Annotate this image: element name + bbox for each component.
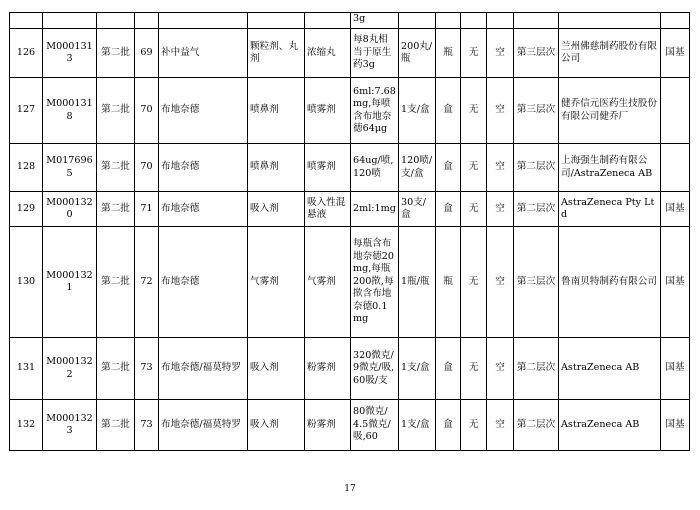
cell-specification: 80微克/4.5微克/吸,60 <box>351 400 399 451</box>
cell-tier: 第三层次 <box>514 78 559 144</box>
table-row <box>10 144 690 192</box>
table-row <box>10 78 690 144</box>
cell-drug-code: M0001322 <box>43 338 97 400</box>
cell-row-number: 127 <box>10 78 43 144</box>
cell-flag: 无 <box>461 400 487 451</box>
cell-group-number: 73 <box>135 338 159 400</box>
cell-unit: 盒 <box>436 400 461 451</box>
cell-spec: 3g <box>351 13 399 29</box>
cell-catalog-type: 国基 <box>661 400 690 451</box>
table-row <box>10 192 690 227</box>
cell-row-number: 131 <box>10 338 43 400</box>
cell-specification: 2ml:1mg <box>351 192 399 227</box>
cell-drug-name: 布地奈德 <box>159 78 248 144</box>
cell-group-number: 70 <box>135 144 159 192</box>
cell-empty <box>661 13 690 29</box>
cell-dosage-form: 颗粒剂、丸剂 <box>248 29 305 78</box>
cell-unit: 瓶 <box>436 29 461 78</box>
cell-package: 1瓶/瓶 <box>399 227 436 338</box>
cell-group-number: 71 <box>135 192 159 227</box>
cell-catalog-type: 国基 <box>661 192 690 227</box>
cell-unit: 盒 <box>436 144 461 192</box>
cell-formulation: 粉雾剂 <box>305 338 351 400</box>
cell-catalog-type <box>661 78 690 144</box>
cell-flag: 无 <box>461 192 487 227</box>
cell-group-number: 73 <box>135 400 159 451</box>
cell-tier: 第二层次 <box>514 144 559 192</box>
table-row <box>10 29 690 78</box>
cell-formulation: 浓缩丸 <box>305 29 351 78</box>
cell-manufacturer: AstraZeneca AB <box>559 400 661 451</box>
cell-catalog-type: 国基 <box>661 338 690 400</box>
cell-catalog-type: 国基 <box>661 29 690 78</box>
cell-empty <box>159 13 248 29</box>
cell-group-number: 70 <box>135 78 159 144</box>
cell-tier: 第二层次 <box>514 192 559 227</box>
cell-package: 30支/盒 <box>399 192 436 227</box>
cell-dosage-form: 喷鼻剂 <box>248 144 305 192</box>
cell-tier: 第三层次 <box>514 29 559 78</box>
cell-group-number: 69 <box>135 29 159 78</box>
cell-formulation: 喷雾剂 <box>305 144 351 192</box>
cell-blank-mark: 空 <box>487 400 514 451</box>
cell-batch: 第二批 <box>97 338 135 400</box>
cell-manufacturer: AstraZeneca AB <box>559 338 661 400</box>
cell-row-number: 129 <box>10 192 43 227</box>
cell-specification: 6ml:7.68mg,每喷含布地奈德64μg <box>351 78 399 144</box>
cell-row-number: 130 <box>10 227 43 338</box>
cell-drug-code: M0001313 <box>43 29 97 78</box>
cell-batch: 第二批 <box>97 192 135 227</box>
table-row <box>10 227 690 338</box>
cell-drug-code: M0176965 <box>43 144 97 192</box>
cell-empty <box>399 13 436 29</box>
cell-dosage-form: 气雾剂 <box>248 227 305 338</box>
cell-formulation: 粉雾剂 <box>305 400 351 451</box>
cell-empty <box>461 13 487 29</box>
cell-blank-mark: 空 <box>487 29 514 78</box>
cell-drug-name: 布地奈德 <box>159 227 248 338</box>
drug-list-table <box>9 12 690 451</box>
table-row <box>10 400 690 451</box>
cell-package: 200丸/瓶 <box>399 29 436 78</box>
cell-empty <box>305 13 351 29</box>
cell-batch: 第二批 <box>97 144 135 192</box>
cell-empty <box>10 13 43 29</box>
cell-tier: 第三层次 <box>514 227 559 338</box>
table-row <box>10 338 690 400</box>
page-number: 17 <box>344 484 356 494</box>
cell-drug-code: M0001318 <box>43 78 97 144</box>
cell-flag: 无 <box>461 144 487 192</box>
cell-row-number: 126 <box>10 29 43 78</box>
cell-empty <box>436 13 461 29</box>
cell-blank-mark: 空 <box>487 338 514 400</box>
cell-empty <box>43 13 97 29</box>
cell-dosage-form: 吸入剂 <box>248 400 305 451</box>
cell-manufacturer: 鲁南贝特制药有限公司 <box>559 227 661 338</box>
cell-unit: 盒 <box>436 78 461 144</box>
cell-drug-code: M0001323 <box>43 400 97 451</box>
cell-row-number: 128 <box>10 144 43 192</box>
cell-manufacturer: 上海强生制药有限公司/AstraZeneca AB <box>559 144 661 192</box>
cell-drug-name: 补中益气 <box>159 29 248 78</box>
cell-specification: 320微克/9微克/吸,60吸/支 <box>351 338 399 400</box>
cell-flag: 无 <box>461 78 487 144</box>
cell-package: 1支/盒 <box>399 338 436 400</box>
cell-group-number: 72 <box>135 227 159 338</box>
cell-drug-name: 布地奈德/福莫特罗 <box>159 338 248 400</box>
cell-batch: 第二批 <box>97 78 135 144</box>
cell-tier: 第二层次 <box>514 400 559 451</box>
cell-dosage-form: 喷鼻剂 <box>248 78 305 144</box>
cell-flag: 无 <box>461 338 487 400</box>
cell-specification: 每8丸相当于原生药3g <box>351 29 399 78</box>
cell-empty <box>487 13 514 29</box>
cell-blank-mark: 空 <box>487 192 514 227</box>
cell-formulation: 气雾剂 <box>305 227 351 338</box>
cell-batch: 第二批 <box>97 400 135 451</box>
cell-catalog-type <box>661 144 690 192</box>
cell-row-number: 132 <box>10 400 43 451</box>
cell-drug-code: M0001321 <box>43 227 97 338</box>
cell-blank-mark: 空 <box>487 227 514 338</box>
cell-formulation: 吸入性混悬液 <box>305 192 351 227</box>
cell-specification: 每瓶含布地奈德20mg,每瓶200揿,每揿含布地奈德0.1mg <box>351 227 399 338</box>
cell-blank-mark: 空 <box>487 144 514 192</box>
cell-manufacturer: 健乔信元医药生技股份有限公司健乔厂 <box>559 78 661 144</box>
cell-batch: 第二批 <box>97 29 135 78</box>
cell-unit: 盒 <box>436 192 461 227</box>
cell-empty <box>514 13 559 29</box>
cell-tier: 第二层次 <box>514 338 559 400</box>
cell-unit: 瓶 <box>436 227 461 338</box>
cell-empty <box>135 13 159 29</box>
cell-drug-name: 布地奈德 <box>159 192 248 227</box>
cell-batch: 第二批 <box>97 227 135 338</box>
continued-row-fragment <box>10 13 690 29</box>
cell-blank-mark: 空 <box>487 78 514 144</box>
cell-drug-name: 布地奈德 <box>159 144 248 192</box>
cell-package: 1支/盒 <box>399 400 436 451</box>
cell-specification: 64ug/喷,120喷 <box>351 144 399 192</box>
cell-manufacturer: 兰州佛慈制药股份有限公司 <box>559 29 661 78</box>
cell-flag: 无 <box>461 227 487 338</box>
cell-dosage-form: 吸入剂 <box>248 338 305 400</box>
cell-unit: 盒 <box>436 338 461 400</box>
cell-empty <box>559 13 661 29</box>
cell-package: 1支/盒 <box>399 78 436 144</box>
cell-package: 120喷/支/盒 <box>399 144 436 192</box>
cell-dosage-form: 吸入剂 <box>248 192 305 227</box>
cell-manufacturer: AstraZeneca Pty Ltd <box>559 192 661 227</box>
cell-empty <box>248 13 305 29</box>
cell-drug-code: M0001320 <box>43 192 97 227</box>
cell-empty <box>97 13 135 29</box>
cell-flag: 无 <box>461 29 487 78</box>
cell-drug-name: 布地奈德/福莫特罗 <box>159 400 248 451</box>
cell-catalog-type: 国基 <box>661 227 690 338</box>
cell-formulation: 喷雾剂 <box>305 78 351 144</box>
